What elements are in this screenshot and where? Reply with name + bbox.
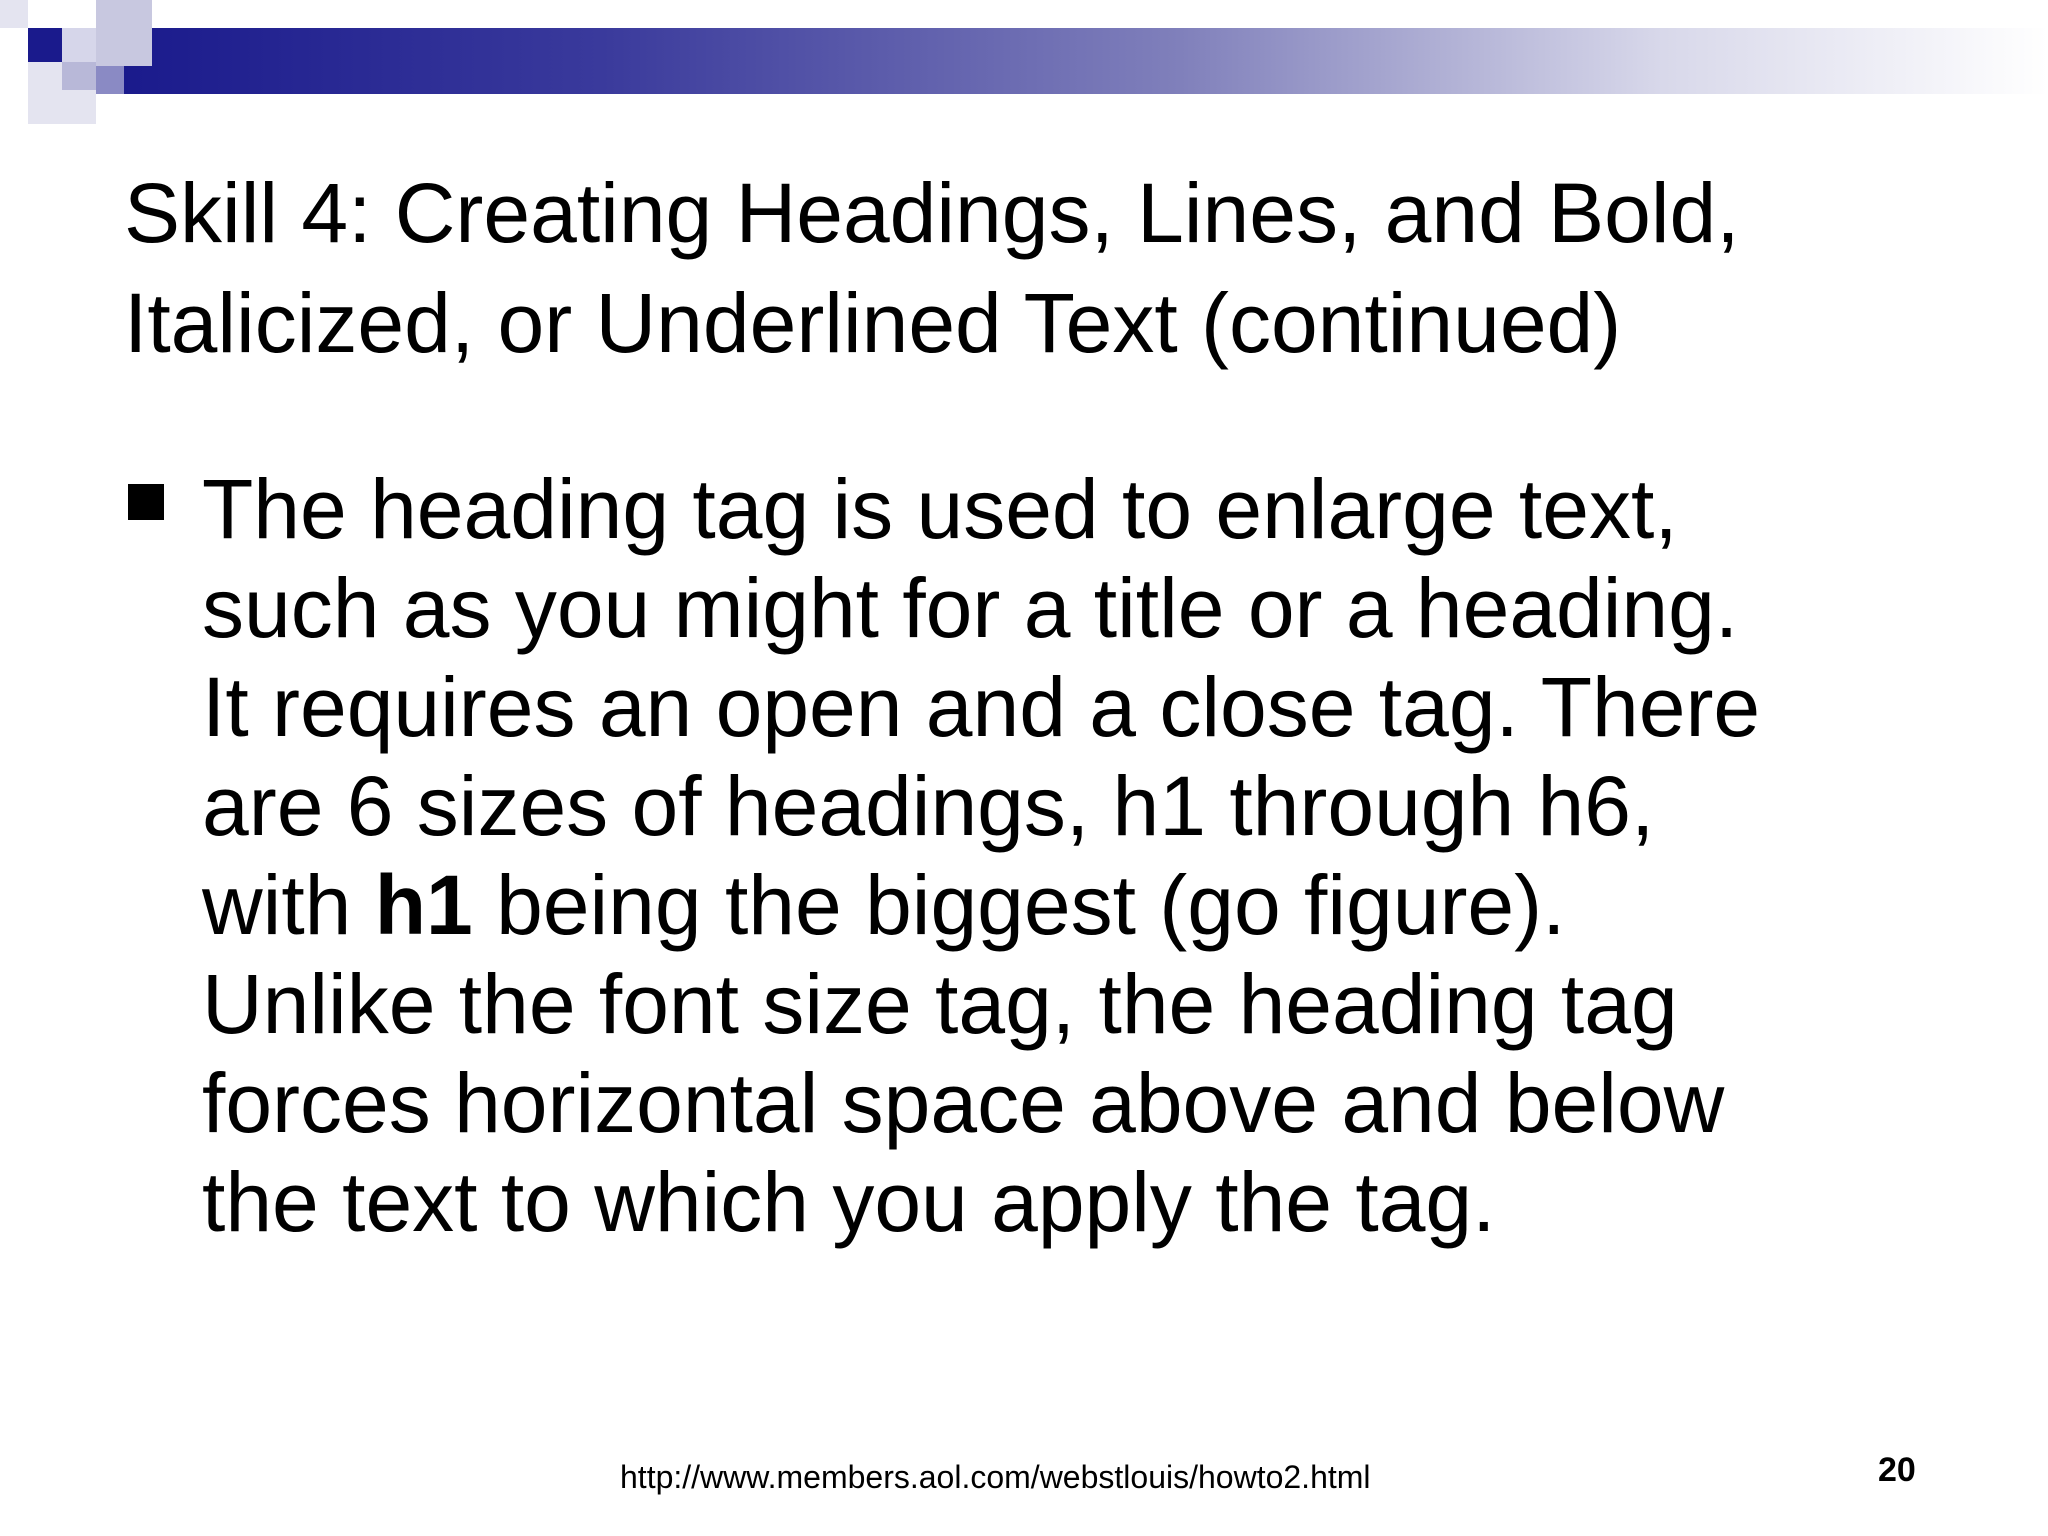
bullet-line <box>202 856 2002 955</box>
decor-square <box>96 66 124 94</box>
decor-square <box>62 28 96 62</box>
decor-square <box>62 90 96 124</box>
slide-page-number: 20 <box>1878 1451 1916 1489</box>
slide-title-line: Skill 4: Creating Headings, Lines, and Bold, <box>124 166 1740 260</box>
header-gradient-band <box>120 28 2048 94</box>
bullet-line: such as you might for a title or a heading. <box>202 561 1739 655</box>
slide-title <box>124 158 1984 378</box>
decor-square <box>28 62 62 124</box>
bullet-line: are 6 sizes of headings, h1 through h6, <box>202 759 1655 853</box>
bullet-line-text: being the biggest (go figure). <box>472 858 1566 952</box>
square-bullet-icon <box>128 484 164 520</box>
decor-square <box>0 0 28 28</box>
bullet-line: forces horizontal space above and below <box>202 1056 1725 1150</box>
bullet-line: the text to which you apply the tag. <box>202 1155 1496 1249</box>
decor-square <box>96 0 152 66</box>
bullet-text <box>202 460 2002 1252</box>
decor-square <box>28 28 62 62</box>
bullet-line: The heading tag is used to enlarge text, <box>202 462 1678 556</box>
bold-h1-text: h1 <box>374 858 473 952</box>
footer-source-url: http://www.members.aol.com/webstlouis/howto2.html <box>620 1459 1371 1495</box>
bullet-line: Unlike the font size tag, the heading tag <box>202 957 1678 1051</box>
decor-square <box>62 62 96 90</box>
bullet-line-text: with <box>202 858 375 952</box>
slide-title-line: Italicized, or Underlined Text (continued) <box>124 276 1622 370</box>
bullet-line: It requires an open and a close tag. There <box>202 660 1761 754</box>
